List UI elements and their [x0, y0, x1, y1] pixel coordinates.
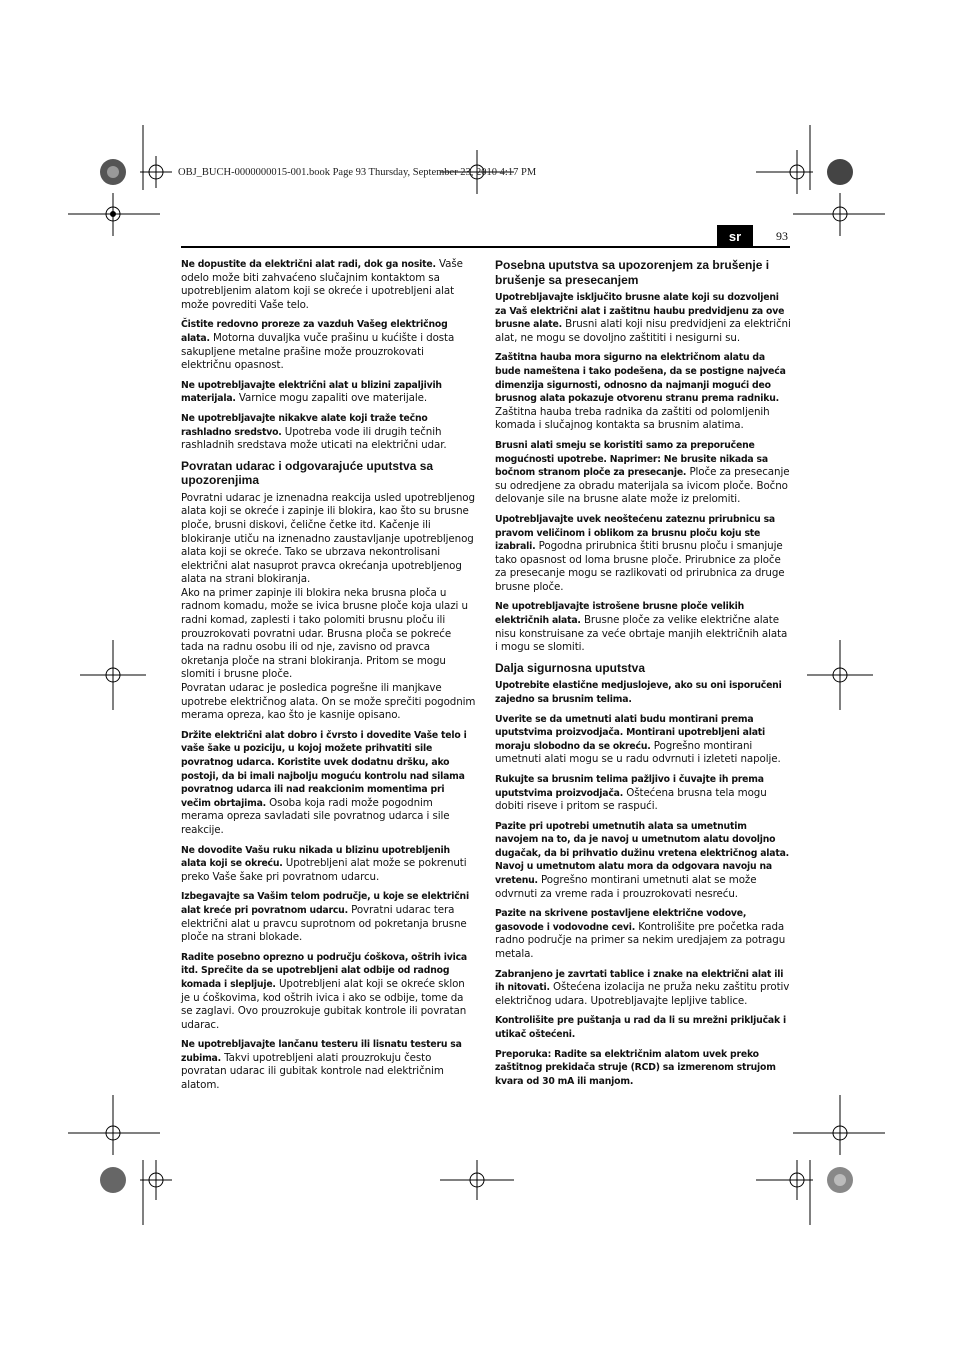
paragraph-lead: Ne upotrebljavajte električni alat u blizini zapaljivih materijala.: [181, 379, 442, 405]
left-column: [181, 258, 476, 1099]
paragraph-lead: Ne dovodite Vašu ruku nikada u blizinu upotrebljenih alata koji se okreću.: [181, 844, 450, 870]
paragraph-text: Pogrešno montirani umetnuti alati mogu se u radu odvrnuti i izleteti napolje.: [495, 739, 781, 766]
paragraph-text: Brusni alati koji nisu predvidjeni za električni alat, ne mogu se dovoljno zaštititi i nesigurni su.: [495, 318, 791, 344]
paragraph: [495, 713, 791, 767]
paragraph: [181, 318, 476, 372]
paragraph: [495, 820, 791, 902]
paragraph-text: Osoba koja radi može pogodnim merama opreza savladati sile povratnog udarca i sile reakcije.: [181, 796, 450, 836]
paragraph: [495, 351, 791, 433]
paragraph-text: Pogodna prirubnica štiti brusnu ploču i smanjuje tako opasnost od loma brusne ploče. Prirubnice za ploče za presecanje mogu se razlikovati od prirubnica za druge brusne ploče.: [495, 540, 785, 593]
paragraph-text: Upotrebljeni alat koji se okreće sklon je u ćoškovima, kod oštrih ivica i ako se odbije, tome da se zaglavi. Ovo prouzrokuje gubitak kontrole ili povratan udarac.: [181, 977, 467, 1031]
paragraph: [495, 679, 791, 706]
paragraph-lead: Uverite se da umetnuti alati budu montirani prema uputstvima proizvodjača. Montirani upotrebljeni alati moraju slobodno da se okreću.: [495, 713, 766, 752]
paragraph-text: Takvi upotrebljeni alati prouzrokuju često povratan udarac ili gubitak kontrole nad električnim alatom.: [181, 1051, 444, 1092]
paragraph-lead: Ne upotrebljavajte lančanu testeru ili lisnatu testeru sa zubima.: [181, 1039, 462, 1064]
paragraph: [181, 412, 476, 453]
paragraph: [495, 291, 791, 345]
paragraph-lead: Ne upotrebljavajte istrošene brusne ploče velikih električnih alata.: [495, 601, 745, 627]
paragraph: [181, 951, 476, 1033]
paragraph: [181, 1038, 476, 1092]
paragraph-lead: Čistite redovno proreze za vazduh Vašeg električnog alata.: [181, 319, 448, 344]
paragraph: [181, 890, 476, 944]
paragraph-lead: Pazite pri upotrebi umetnutih alata sa umetnutim navojem na to, da je navoj u umetnutom alatu dovoljno dugačak, da bi prihvatio dužinu vretena električnog alata. Navoj u umetnutom alatu mora da odgovara navoju na vretenu.: [495, 820, 789, 887]
paragraph: [181, 844, 476, 885]
header-rule: [181, 246, 790, 248]
paragraph-text: Pogrešno montirani umetnuti alat se može odvrnuti za vreme rada i prouzrokovati nesreću.: [495, 874, 757, 900]
paragraph-text: Brusne ploče za velike električne alate nisu konstruisane za veće obrtaje manjih električnih alata i mogu se slomiti.: [495, 614, 788, 654]
paragraph-lead: Kontrolišite pre puštanja u rad da li su mrežni priključak i utikač oštećeni.: [495, 1015, 786, 1040]
paragraph: [181, 258, 476, 312]
paragraph-lead: Preporuka: Radite sa električnim alatom uvek preko zaštitnog prekidača struje (RCD) sa izmerenom strujom kvara od 30 mA ili manjom.: [495, 1048, 776, 1087]
paragraph: [181, 379, 476, 406]
paragraph-text: Motorna duvaljka vuče prašinu u kućište i dosta sakupljene metalne prašine može prouzrokovati električnu opasnost.: [181, 331, 455, 372]
paragraph-lead: Brusni alati smeju se koristiti samo za preporučene mogućnosti upotrebe. Naprimer: Ne brusite nikada sa bočnom stranom ploče za presecanje.: [495, 439, 768, 479]
paragraph-lead: Ne upotrebljavajte nikakve alate koji traže tečno rashladno sredstvo.: [181, 412, 428, 438]
paragraph-text: Zaštitna hauba treba radnika da zaštiti od polomljenih komada i slučajnog kontakta sa brusnim alatima.: [495, 405, 770, 432]
paragraph: [495, 907, 791, 961]
language-tab: sr: [717, 225, 753, 247]
section-heading: Dalja sigurnosna uputstva: [495, 660, 646, 675]
paragraph-text: Upotrebljeni alat može se pokrenuti preko Vaše šake pri povratnom udarcu.: [181, 857, 467, 883]
paragraph-text: Oštećena izolacija ne pruža neku zaštitu protiv električnog udara. Upotrebljavajte lepljive tablice.: [495, 981, 790, 1007]
paragraph-lead: Pazite na skrivene postavljene električne vodove, gasovode i vodovodne cevi.: [495, 908, 747, 933]
paragraph-lead: Zaštitna hauba mora sigurno na električnom alatu da bude nameštena i tako podešena, da se postigne najveća dimenzija sigurnosti, odnosno da najmanji mogući deo brusnog alata pokazuje otvorenu stranu prema radniku.: [495, 352, 786, 405]
paragraph-lead: Upotrebljavajte uvek neoštećenu zateznu prirubnicu sa pravom veličinom i oblikom za brusnu ploču koju ste izabrali.: [495, 513, 776, 553]
paragraph: [181, 729, 476, 838]
file-slug: OBJ_BUCH-0000000015-001.book Page 93 Thursday, September 23, 2010 4:17 PM: [178, 167, 537, 178]
paragraph-lead: Držite električni alat dobro i čvrsto i dovedite Vaše telo i vaše šake u poziciju, u kojoj možete prihvatiti sile povratnog udarca. Koristite uvek dodatnu dršku, ako postoji, da bi imali najbolju moguću kontrolu nad silama povratnog udarca ili nad reakcionim momentima pri večim obrtajima.: [181, 729, 467, 809]
paragraph-lead: Rukujte sa brusnim telima pažljivo i čuvajte ih prema uputstvima proizvodjača.: [495, 773, 764, 799]
paragraph-text: Varnice mogu zapaliti ove materijale.: [235, 392, 428, 405]
section-heading: Povratan udarac i odgovarajuće uputstva sa upozorenjima: [181, 458, 434, 488]
body-text: Povratni udarac je iznenadna reakcija usled upotrebljenog alata koji se okreće i zapinje ili blokira, kao što su brusne ploče, brusni diskovi, čelične četke itd. Kačenje ili blokiranje utiču na iznenadno zaustavljanje upotrebljenog alata koji se okreće. Tako se ubrzava nekontrolisani električni alat nasuprot pravca okrećanja upotrebljenog alata na strani blokiranja.: [181, 491, 475, 586]
body-text: Ako na primer zapinje ili blokira neka brusna ploča u radnom komadu, može se ivica brusne ploče koja ulazi u radni komad, zaplesti i tako polomiti brusnu ploču ili prouzrokovati povratni udar. Brusna ploča se pokreće tada na radnu osobu ili od nje, zavisno od pravca okretanja ploče na strani blokiranja. Pritom se mogu slomiti i brusne ploče.: [181, 586, 468, 681]
paragraph-text: Ploče za presecanje su odredjene za obradu materijala sa ivicom ploče. Bočno delovanje sile na brusne alate može iz prelomiti.: [495, 466, 790, 506]
paragraph-text: Kontrolišite pre početka rada radno područje na primer sa nekim uredjajem za potragu metala.: [495, 920, 786, 961]
paragraph-text: Oštećena brusna tela mogu dobiti riseve i pritom se raspući.: [495, 786, 767, 813]
paragraph: [495, 1014, 791, 1041]
body-text: Povratan udarac je posledica pogrešne ili manjkave upotrebe električnog alata. On se može sprečiti pogodnim merama opreza, kao što je kasnije opisano.: [181, 682, 476, 722]
right-column: [495, 258, 791, 1094]
paragraph: [495, 968, 791, 1009]
paragraph: [495, 513, 791, 595]
paragraph-lead: Zabranjeno je zavrtati tablice i znake na električni alat ili ih nitovati.: [495, 968, 784, 994]
paragraph: [495, 600, 791, 654]
paragraph-lead: Izbegavajte sa Vašim telom područje, u koje se električni alat kreće pri povratnom udarcu.: [181, 891, 469, 916]
paragraph-lead: Radite posebno oprezno u području ćoškova, oštrih ivica itd. Sprečite da se upotrebljeni alat odbije od radnog komada i sleplјuje.: [181, 951, 467, 990]
paragraph: [495, 439, 791, 507]
paragraph: [495, 773, 791, 814]
paragraph-text: Upotreba vode ili drugih tečnih rashladnih sredstava može uticati na električni udar.: [181, 425, 447, 452]
paragraph-text: Vaše odelo može biti zahvaćeno slučajnim kontaktom sa upotrebljenim alatom koji se okreće i upotrebljeni alat može povrediti Vaše telo.: [181, 258, 463, 311]
paragraph-text: Povratni udarac tera električni alat u pravcu suprotnom od pokretanja brusne ploče na strani blokade.: [181, 903, 467, 944]
paragraph-lead: Upotrebljavajte isključito brusne alate koji su dozvoljeni za Vaš električni alat i zaštitnu haubu predvidjenu za ove brusne alate.: [495, 292, 785, 331]
paragraph: [495, 1048, 791, 1089]
section-heading: Posebna uputstva sa upozorenjem za brušenje i brušenje sa presecanjem: [495, 258, 770, 287]
paragraph-lead: Ne dopustite da električni alat radi, dok ga nosite.: [181, 259, 436, 270]
page-number: 93: [776, 229, 788, 243]
paragraph-lead: Upotrebite elastične medjuslojeve, ako su oni isporučeni zajedno sa brusnim telima.: [495, 680, 782, 705]
